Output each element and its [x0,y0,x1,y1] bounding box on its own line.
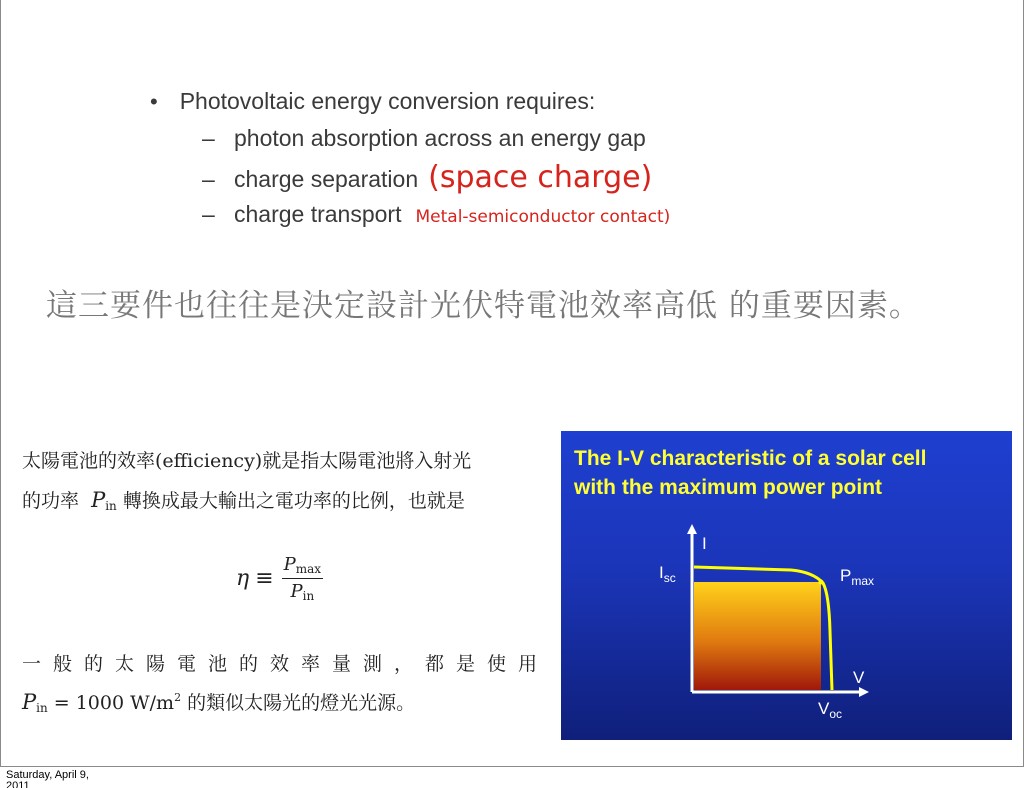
fraction-denominator [290,579,314,603]
sub-bullet-2-text: charge separation [234,166,419,192]
bullet-main [150,88,595,115]
bullet-dot: • [150,88,158,114]
dash-2: – [202,166,215,192]
fraction-numerator [282,554,323,579]
efficiency-formula [236,554,323,603]
space-charge-note: (space charge) [428,160,653,195]
isc-label [659,563,676,585]
pmax-symbol: P [283,554,296,575]
dash-3: – [202,201,215,227]
v-axis-label: V [853,668,865,687]
sub-bullet-3 [202,201,670,228]
pmax-label-subscript: max [851,574,875,588]
measurement-line: 一般的太陽電池的效率量測，都是使用 [22,653,550,675]
voc-symbol: V [818,699,830,718]
iv-curve-diagram [561,431,1012,740]
efficiency-def-line2 [22,486,465,513]
voc-label [818,699,842,721]
panel-title-line1: The I-V characteristic of a solar cell [574,447,927,470]
light-source-text: 的類似太陽光的燈光光源。 [181,692,416,714]
pin-symbol-2: P [22,690,37,714]
pin-symbol: P [91,488,106,512]
irradiance-exponent: 2 [174,691,182,704]
v-axis-arrow-icon [859,687,869,697]
pmax-subscript: max [295,562,322,576]
panel-title-line2: with the maximum power point [574,476,883,499]
pmax-point [819,580,824,585]
line2-a: 的功率 [22,490,80,512]
efficiency-def-line1: 太陽電池的效率(efficiency)就是指太陽電池將入射光 [22,450,472,472]
bullet-main-text: Photovoltaic energy conversion requires: [179,88,596,114]
iv-characteristic-panel [561,431,1012,740]
pin-subscript-2: in [36,701,48,715]
pin-subscript: in [105,499,117,513]
dash-1: – [202,125,215,151]
i-axis-arrow-icon [687,524,697,534]
max-power-rectangle [694,582,821,690]
eta-symbol: η [236,566,250,591]
irradiance-value: = 1000 W/m [47,692,175,714]
sub-bullet-3-text: charge transport [234,201,402,227]
footer-date: Saturday, April 9, [6,769,89,781]
sub-bullet-1 [202,125,646,152]
metal-contact-note: Metal-semiconductor contact) [415,207,671,227]
pin-den-subscript: in [302,589,315,603]
isc-symbol: I [659,563,664,582]
voc-subscript: oc [829,707,843,721]
fraction [282,554,323,603]
bullet-list [150,88,671,227]
key-factors-line: 這三要件也往往是決定設計光伏特電池效率高低 的重要因素。 [46,288,921,324]
pmax-label [840,566,874,588]
light-source-line [22,688,415,715]
footer-year: 2011 [6,781,30,788]
equiv-symbol: ≡ [255,566,274,591]
i-axis-label: I [702,534,707,553]
pmax-label-symbol: P [840,566,852,585]
sub-bullet-1-text: photon absorption across an energy gap [234,125,646,151]
pin-den-symbol: P [290,581,303,602]
sub-bullet-2 [202,160,652,195]
line2-b: 轉換成最大輸出之電功率的比例，也就是 [122,490,465,512]
isc-subscript: sc [663,571,676,585]
